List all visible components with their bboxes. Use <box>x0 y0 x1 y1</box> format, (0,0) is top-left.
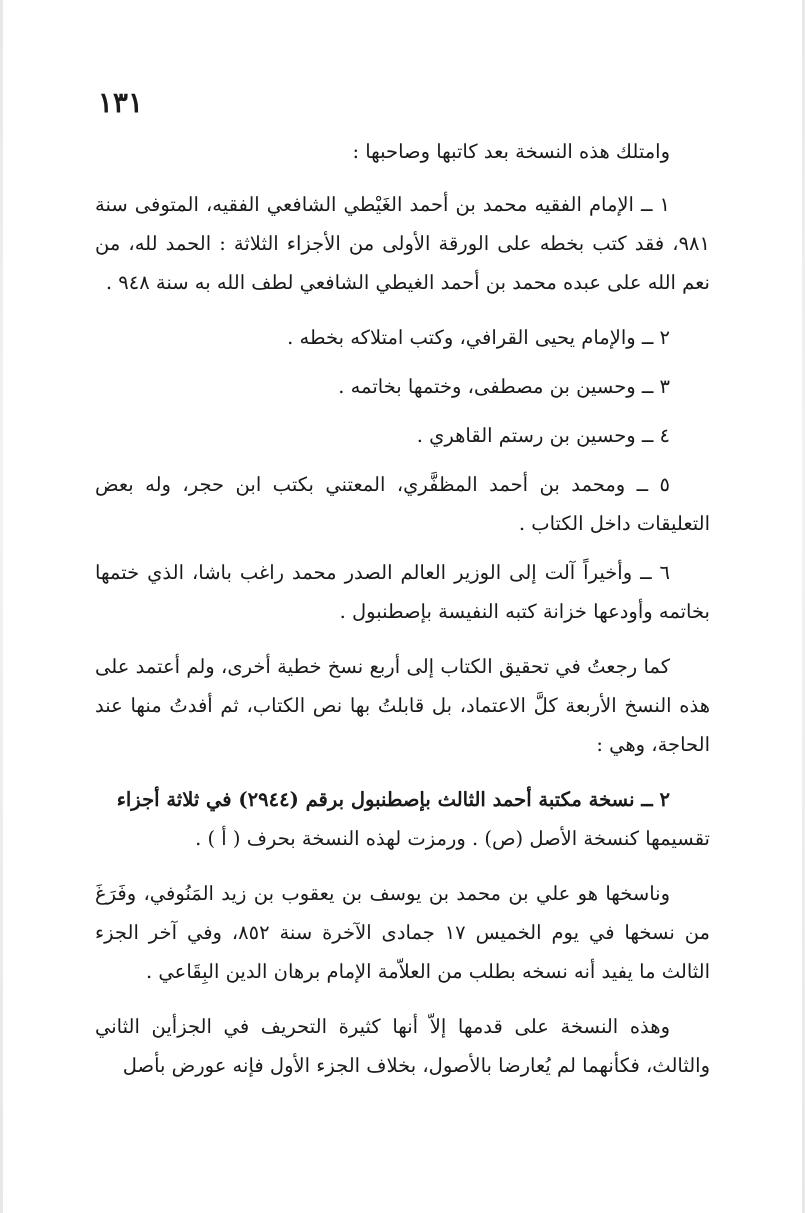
paragraph-owners-intro: وامتلك هذه النسخة بعد كاتبها وصاحبها : <box>352 140 670 163</box>
page-number: ١٣١ <box>97 86 143 119</box>
owner-item-6: ٦ ــ وأخيراً آلت إلى الوزير العالم الصدر محمد راغب باشا، الذي ختمها بخاتمه وأودعها خزانة كتبه النفيسة بإصطنبول . <box>95 561 710 623</box>
paragraph-manuscript-quality: وهذه النسخة على قدمها إلاّ أنها كثيرة التحريف في الجزأين الثاني والثالث، فكأنهما لم يُعارضا بالأصول، بخلاف الجزء الأول فإنه عورض بأصل <box>95 1015 710 1077</box>
owner-item-5: ٥ ــ ومحمد بن أحمد المظفَّري، المعتني بكتب ابن حجر، وله بعض التعليقات داخل الكتاب . <box>95 473 710 535</box>
manuscript-description: تقسيمها كنسخة الأصل (ص) . ورمزت لهذه النسخة بحرف ( أ ) . <box>195 827 710 850</box>
owner-item-3: ٣ ــ وحسين بن مصطفى، وختمها بخاتمه . <box>338 375 670 398</box>
paragraph-other-manuscripts: كما رجعتُ في تحقيق الكتاب إلى أربع نسخ خطية أخرى، ولم أعتمد على هذه النسخ الأربعة كلَّ الاعتماد، بل قابلتُ بها نص الكتاب، ثم أفدتُ منها عند الحاجة، وهي : <box>95 655 710 756</box>
manuscript-heading <box>95 780 710 819</box>
owner-item-4: ٤ ــ وحسين بن رستم القاهري . <box>416 424 670 447</box>
owner-item-1: ١ ــ الإمام الفقيه محمد بن أحمد الغَيْطي الشافعي الفقيه، المتوفى سنة ٩٨١، فقد كتب بخطه على الورقة الأولى من الأجزاء الثلاثة : الحمد لله، من نعم الله على عبده محمد بن أحمد الغيطي الشافعي لطف الله به سنة ٩٤٨ . <box>95 193 710 294</box>
manuscript-heading-text: ٢ ــ نسخة مكتبة أحمد الثالث بإصطنبول برقم (٢٩٤٤) في ثلاثة أجزاء <box>116 788 670 811</box>
owner-item-2: ٢ ــ والإمام يحيى القرافي، وكتب امتلاكه بخطه . <box>287 326 670 349</box>
scan-edge-left <box>0 0 3 1213</box>
page-text <box>95 132 710 1085</box>
paragraph-copyist: وناسخها هو علي بن محمد بن يوسف بن يعقوب بن زيد المَنُوفي، وفَرَغَ من نسخها في يوم الخميس ١٧ جمادى الآخرة سنة ٨٥٢، وفي آخر الجزء الثالث ما يفيد أنه نسخه بطلب من العلاّمة الإمام برهان الدين البِقَاعي . <box>95 882 710 983</box>
